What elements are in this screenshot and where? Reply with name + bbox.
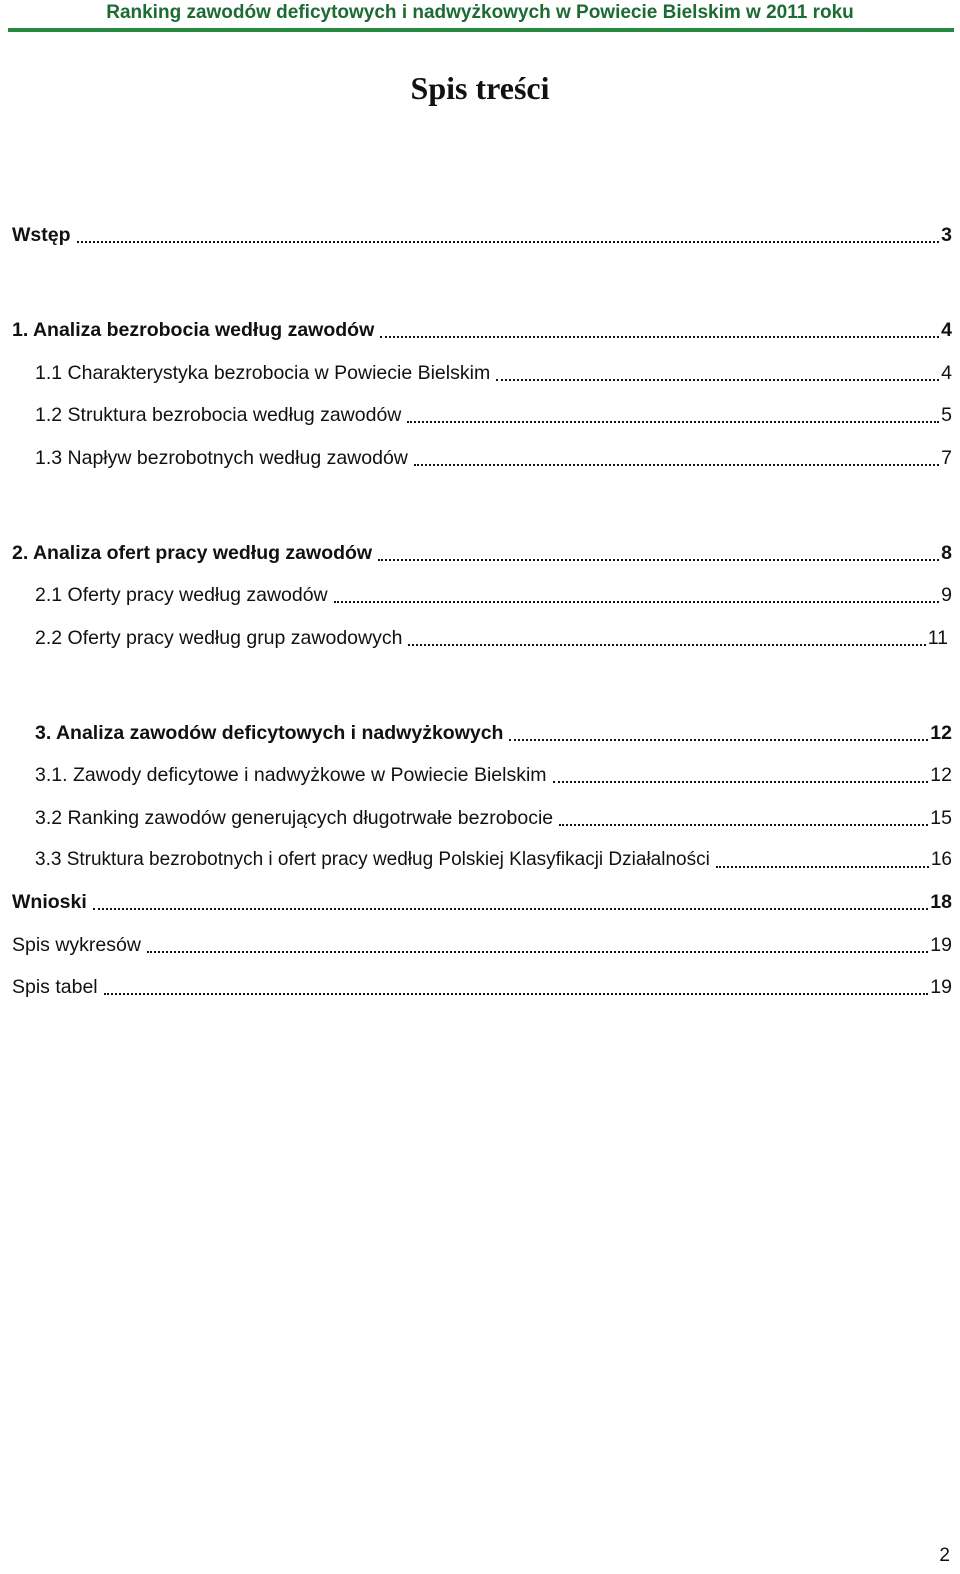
toc-entry-3-2[interactable] — [35, 805, 952, 831]
toc-entry-label: 2.1 Oferty pracy według zawodów — [35, 584, 328, 606]
toc-entry-wnioski[interactable] — [12, 889, 952, 915]
toc-entry-page: 3 — [941, 224, 952, 246]
toc-entry-label: 3. Analiza zawodów deficytowych i nadwyżkowych — [35, 722, 504, 744]
toc-leader — [553, 761, 929, 783]
toc-entry-page: 16 — [930, 849, 952, 870]
toc-entry-3-1[interactable] — [35, 762, 952, 788]
toc-entry-2-2[interactable] — [35, 625, 948, 651]
toc-entry-label: Wstęp — [12, 224, 71, 246]
toc-entry-label: 2. Analiza ofert pracy według zawodów — [12, 542, 373, 564]
toc-entry-spis-tabel[interactable] — [12, 974, 952, 1000]
toc-entry-page: 19 — [930, 976, 952, 998]
toc-entry-page: 12 — [930, 764, 952, 786]
toc-entry-page: 9 — [941, 584, 952, 606]
header-title: Ranking zawodów deficytowych i nadwyżkowych w Powiecie Bielskim w 2011 roku — [106, 2, 854, 23]
toc-entry-label: 1.3 Napływ bezrobotnych według zawodów — [35, 447, 408, 469]
toc-entry-page: 8 — [941, 542, 952, 564]
toc-entry-3-3[interactable] — [35, 847, 952, 873]
toc-entry-page: 7 — [941, 447, 952, 469]
toc-entry-spis-wykresow[interactable] — [12, 932, 952, 958]
toc-entry-label: Spis wykresów — [12, 934, 141, 956]
toc-entry-label: 1. Analiza bezrobocia według zawodów — [12, 319, 375, 341]
page-title: Spis treści — [410, 70, 550, 106]
toc-entry-label: 3.3 Struktura bezrobotnych i ofert pracy według Polskiej Klasyfikacji Działalności — [35, 849, 710, 870]
toc-entry-chapter-1[interactable] — [12, 317, 952, 343]
toc-leader — [414, 444, 939, 466]
toc-leader — [147, 931, 928, 953]
toc-entry-label: 1.1 Charakterystyka bezrobocia w Powiecie Bielskim — [35, 362, 491, 384]
toc-leader — [93, 888, 929, 910]
toc-entry-1-3[interactable] — [35, 445, 952, 471]
toc-entry-page: 18 — [930, 891, 952, 913]
toc-leader — [334, 581, 939, 603]
toc-entry-2-1[interactable] — [35, 582, 952, 608]
toc-leader — [104, 973, 929, 995]
toc-entry-page: 4 — [941, 319, 952, 341]
toc-entry-page: 12 — [930, 722, 952, 744]
toc-entry-label: 1.2 Struktura bezrobocia według zawodów — [35, 404, 402, 426]
toc-entry-page: 15 — [930, 807, 952, 829]
toc-leader — [407, 401, 939, 423]
toc-entry-page: 11 — [927, 627, 948, 649]
toc-entry-1-2[interactable] — [35, 402, 952, 428]
toc-leader — [496, 359, 939, 381]
toc-entry-label: 2.2 Oferty pracy według grup zawodowych — [35, 627, 403, 649]
toc-leader — [77, 221, 940, 243]
toc-entry-page: 19 — [930, 934, 952, 956]
toc-entry-1-1[interactable] — [35, 360, 952, 386]
toc-entry-label: Spis tabel — [12, 976, 98, 998]
toc-entry-chapter-3[interactable] — [35, 720, 952, 746]
toc-leader — [559, 804, 928, 826]
toc-leader — [378, 539, 939, 561]
toc-leader — [716, 846, 929, 868]
toc-entry-page: 5 — [941, 404, 952, 426]
toc-entry-wstep[interactable] — [12, 222, 952, 248]
page-number: 2 — [939, 1545, 950, 1566]
toc-entry-label: 3.1. Zawody deficytowe i nadwyżkowe w Powiecie Bielskim — [35, 764, 547, 786]
toc-leader — [380, 316, 939, 338]
toc-entry-page: 4 — [941, 362, 952, 384]
toc-leader — [408, 624, 925, 646]
toc-entry-label: Wnioski — [12, 891, 87, 913]
toc-leader — [509, 719, 928, 741]
toc-entry-chapter-2[interactable] — [12, 540, 952, 566]
toc-entry-label: 3.2 Ranking zawodów generujących długotrwałe bezrobocie — [35, 807, 554, 829]
